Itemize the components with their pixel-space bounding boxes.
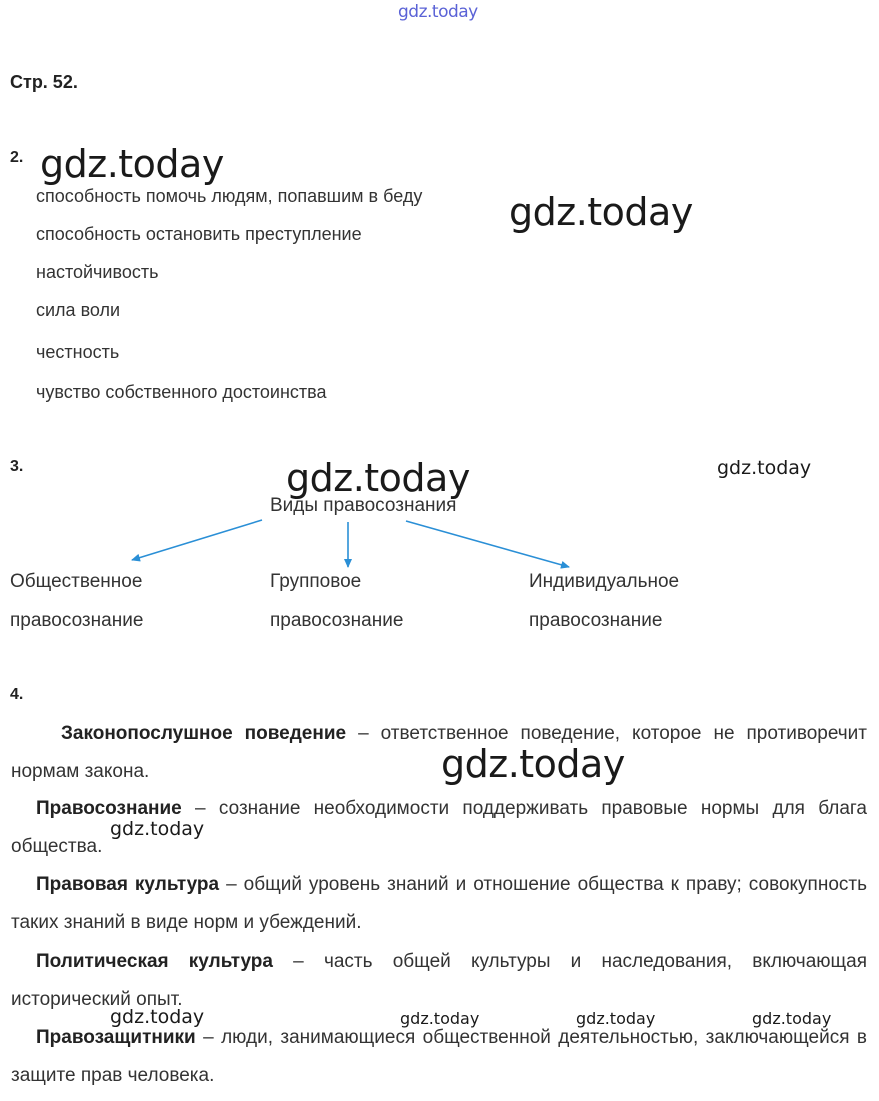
task4-number: 4. bbox=[10, 686, 24, 703]
diagram-branch-line2: правосознание bbox=[529, 610, 663, 631]
page-title: Стр. 52. bbox=[10, 72, 78, 92]
definition-paragraph bbox=[11, 866, 867, 942]
definition-term: Политическая культура bbox=[36, 951, 273, 972]
task2-item: чувство собственного достоинства bbox=[36, 382, 327, 402]
watermark-task2-a: gdz.today bbox=[40, 142, 224, 186]
watermark-task2-b: gdz.today bbox=[509, 190, 693, 234]
definition-text: – люди, занимающиеся общественной деятельностью, заключающейся в защите прав человека. bbox=[11, 1027, 867, 1086]
diagram-branch-line1: Групповое bbox=[270, 571, 362, 592]
definition-text: – сознание необходимости поддерживать правовые нормы для блага общества. bbox=[11, 798, 867, 857]
arrow-left bbox=[132, 520, 262, 560]
definition-term: Правозащитники bbox=[36, 1027, 196, 1048]
definition-term: Правосознание bbox=[36, 798, 182, 819]
watermark-task4-b: gdz.today bbox=[110, 818, 205, 840]
task2-number: 2. bbox=[10, 149, 24, 166]
watermark-top: gdz.today bbox=[398, 2, 478, 22]
task2-item: способность помочь людям, попавшим в беду bbox=[36, 186, 423, 206]
watermark-bottom-1: gdz.today bbox=[110, 1006, 205, 1028]
watermark-bottom-3: gdz.today bbox=[576, 1009, 656, 1028]
definition-text: – часть общей культуры и наследования, включающая исторический опыт. bbox=[11, 951, 868, 1010]
diagram-branch-line2: правосознание bbox=[270, 610, 404, 631]
definition-paragraph bbox=[11, 1019, 867, 1095]
watermark-task4-a: gdz.today bbox=[441, 742, 625, 786]
watermark-task3-center: gdz.today bbox=[286, 456, 470, 500]
task2-item: честность bbox=[36, 342, 120, 362]
definition-text: – ответственное поведение, которое не противоречит нормам закона. bbox=[11, 723, 867, 782]
arrow-right bbox=[406, 521, 569, 567]
task3-number: 3. bbox=[10, 458, 24, 475]
task2-item: сила воли bbox=[36, 300, 121, 320]
task2-item: способность остановить преступление bbox=[36, 224, 362, 244]
task2-item: настойчивость bbox=[36, 262, 159, 282]
diagram-branch-line1: Общественное bbox=[10, 571, 143, 592]
watermark-task3-right: gdz.today bbox=[717, 457, 812, 479]
definition-text: – общий уровень знаний и отношение общества к праву; совокупность таких знаний в виде норм и убеждений. bbox=[11, 874, 867, 933]
diagram-branch-line1: Индивидуальное bbox=[529, 571, 680, 592]
definition-paragraph bbox=[11, 715, 867, 791]
diagram-branch-line2: правосознание bbox=[10, 610, 144, 631]
watermark-bottom-4: gdz.today bbox=[752, 1009, 832, 1028]
watermark-bottom-2: gdz.today bbox=[400, 1009, 480, 1028]
definition-term: Законопослушное поведение bbox=[61, 723, 347, 744]
diagram-root: Виды правосознания bbox=[270, 495, 457, 516]
definition-term: Правовая культура bbox=[36, 874, 220, 895]
